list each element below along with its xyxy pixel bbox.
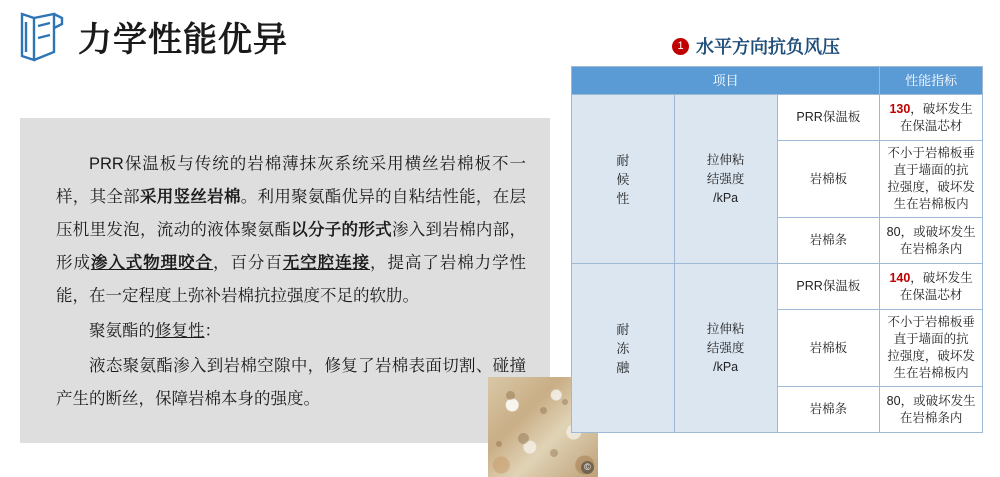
column-header-item: 项目 [572,67,880,95]
property-label-line: 拉伸粘 [706,321,745,336]
value-cell [880,95,983,141]
run-text: ，百分百 [213,254,283,272]
section-heading [672,33,840,59]
value-cell: 80，或破坏发生在岩棉条内 [880,387,983,433]
group-label-char: 候 [616,171,630,187]
property-label-cell [674,264,777,433]
property-label-line: /kPa [713,190,739,205]
property-label-line: /kPa [713,359,739,374]
value-cell [880,310,983,387]
group-label-char: 融 [616,359,630,375]
item-cell: PRR保温板 [777,95,880,141]
group-label-cell [572,264,675,433]
group-label-char: 耐 [616,152,630,168]
value-cell [880,141,983,218]
run-text: 。利用聚氨酯优异的自粘结性能，在层压机里发泡，流动的液体聚氨酯 [56,188,527,239]
performance-spec-table [571,66,983,433]
photo-badge: © [581,461,594,474]
value-cell [880,264,983,310]
book-stack-icon [14,8,70,64]
item-cell: 岩棉条 [777,387,880,433]
item-cell: 岩棉板 [777,310,880,387]
run-text: 液态聚氨酯渗入到岩棉空隙中，修复了岩棉表面切割、碰撞产生的断丝，保障岩棉本身的强度。 [56,357,526,408]
group-label-char: 性 [616,190,630,206]
table-body [572,95,983,433]
group-label-char: 耐 [616,321,630,337]
section-heading-label: 水平方向抗负风压 [696,37,840,57]
run-text: ： [204,322,221,340]
value-highlight: 140 [889,270,911,285]
run-text-bold: 以分子的形式 [291,221,392,239]
item-cell: PRR保温板 [777,264,880,310]
value-cell: 80，或破坏发生在岩棉条内 [880,218,983,264]
value-text-line: 拉强度，破坏发生在岩棉板内 [887,349,975,380]
property-label-line: 结强度 [706,171,745,186]
value-text-line: 不小于岩棉板垂直于墙面的抗 [887,146,975,177]
item-cell: 岩棉条 [777,218,880,264]
run-text-bold: 采用竖丝岩棉 [139,188,241,206]
paragraph-2 [56,315,526,348]
page-title: 力学性能优异 [78,21,288,59]
group-label-cell [572,95,675,264]
description-text [56,148,526,418]
item-cell: 岩棉板 [777,141,880,218]
run-text-underline: 修复性 [155,322,205,340]
description-panel [20,118,550,443]
value-text: ，破坏发生在保温芯材 [899,270,973,302]
paragraph-3 [56,350,526,416]
slide-header [0,0,1000,72]
property-label-line: 结强度 [706,340,745,355]
run-text: PRR保温板与传统的岩棉薄抹灰系统采用横丝岩棉板不一样，其全部 [56,155,526,206]
table-head [572,67,983,95]
value-text-line: 拉强度，破坏发生在岩棉板内 [887,180,975,211]
group-label-char: 冻 [616,340,630,356]
run-text-bold-underline: 无空腔连接 [282,254,370,272]
table-row [572,95,983,141]
value-highlight: 130 [889,101,911,116]
run-text: 渗入到岩棉内部，形成 [56,221,527,272]
column-header-index: 性能指标 [880,67,983,95]
table-row [572,264,983,310]
table-header-row [572,67,983,95]
run-text-bold-underline: 渗入式物理咬合 [90,254,213,272]
property-label-line: 拉伸粘 [706,152,745,167]
run-text: ，提高了岩棉力学性能，在一定程度上弥补岩棉抗拉强度不足的软肋。 [56,254,527,305]
number-badge: 1 [672,38,689,55]
value-text-line: 不小于岩棉板垂直于墙面的抗 [887,315,975,346]
value-text: ，破坏发生在保温芯材 [899,101,973,133]
property-label-cell [674,95,777,264]
paragraph-1 [56,148,526,313]
run-text: 聚氨酯的 [89,322,155,340]
